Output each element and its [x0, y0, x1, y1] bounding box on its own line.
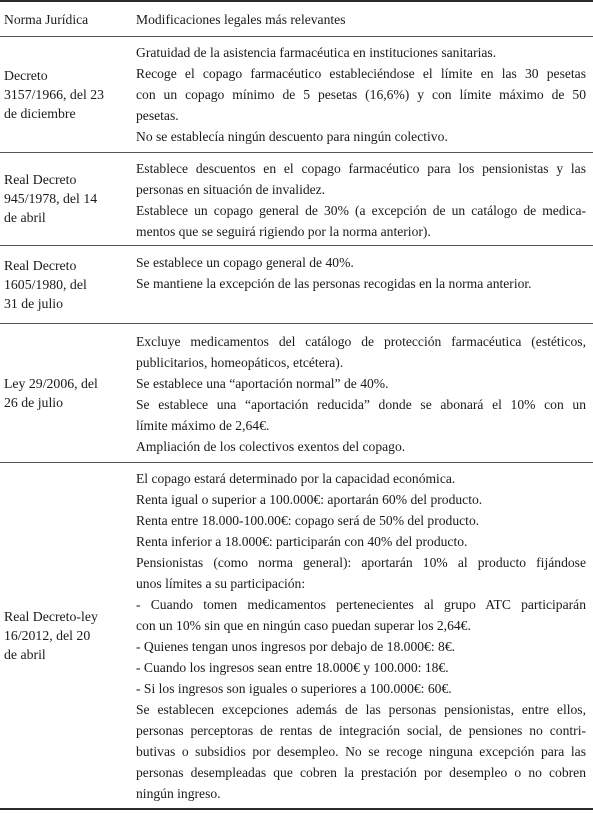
- modification-line: Renta inferior a 18.000€: participarán con 40% del producto.: [136, 534, 468, 549]
- law-name-line: 26 de julio: [4, 394, 64, 410]
- modification-line: - Cuando tomen medicamentos pertenecientes al grupo ATC participarán: [136, 597, 586, 612]
- law-name: [4, 462, 124, 808]
- modification-line: Excluye medicamentos del catálogo de protección farmacéutica (estéticos,: [136, 334, 586, 349]
- modification-line: Ampliación de los colectivos exentos del copago.: [136, 439, 406, 454]
- modification-line: ningún ingreso.: [136, 786, 221, 801]
- modification-line: Se establece una “aportación normal” de 40%.: [136, 376, 389, 391]
- modification-line: con un 10% sin que en ningún caso puedan superar los 2,64€.: [136, 618, 471, 633]
- modification-line: Se establece un copago general de 40%.: [136, 255, 354, 270]
- law-name-line: 16/2012, del 20: [4, 627, 91, 643]
- modification-line: unos límites a su participación:: [136, 576, 306, 591]
- modification-line: Se establece una “aportación reducida” donde se abonará el 10% con un: [136, 397, 586, 412]
- law-name-line: 945/1978, del 14: [4, 191, 98, 206]
- modification-line: Renta entre 18.000-100.00€: copago será de 50% del producto.: [136, 513, 480, 528]
- law-name-line: 31 de julio: [4, 295, 64, 311]
- law-name-line: 1605/1980, del: [4, 276, 87, 292]
- law-name-line: 3157/1966, del 23: [4, 86, 105, 102]
- header-modificaciones: Modificaciones legales más relevantes: [136, 12, 346, 27]
- top-rule: [0, 0, 593, 2]
- modification-line: No se establecía ningún descuento para ningún colectivo.: [136, 129, 448, 144]
- modification-line: butivas o subsidios por desempleo. No se recoge ninguna excepción para las: [136, 744, 586, 759]
- law-name-line: Real Decreto: [4, 257, 77, 273]
- modification-line: personas desempleadas que cobren la prestación por desempleo o no cobren: [136, 765, 586, 780]
- modifications-text: [136, 42, 586, 147]
- law-name: [4, 36, 124, 152]
- modification-line: Se mantiene la excepción de las personas recogidas en la norma anterior.: [136, 276, 532, 291]
- law-name-line: Real Decreto-ley: [4, 608, 98, 624]
- modification-line: personas perceptoras de rentas de integración social, de pensiones no contri-: [136, 723, 586, 738]
- modification-line: Establece un copago general de 30% (a excepción de un catálogo de medica-: [136, 203, 586, 218]
- modification-line: con un copago mínimo de 5 pesetas (16,6%) y con límite máximo de 50: [136, 87, 586, 102]
- law-name-line: de diciembre: [4, 105, 76, 121]
- modification-line: - Cuando los ingresos sean entre 18.000€ y 100.000: 18€.: [136, 660, 449, 675]
- law-name-line: Decreto: [4, 67, 48, 83]
- law-name: [4, 152, 124, 245]
- modification-line: - Quienes tengan unos ingresos por debajo de 18.000€: 8€.: [136, 639, 456, 654]
- modifications-text: [136, 331, 586, 457]
- modifications-text: [136, 468, 586, 804]
- modification-line: publicitarios, homeopáticos, etcétera).: [136, 355, 344, 370]
- modification-line: Renta igual o superior a 100.000€: aportarán 60% del producto.: [136, 492, 483, 507]
- modification-line: Se establecen excepciones además de las personas pensionistas, entre ellos,: [136, 702, 586, 717]
- law-name-line: Ley 29/2006, del: [4, 375, 98, 391]
- modification-line: Pensionistas (como norma general): aportarán 10% al producto fijándose: [136, 555, 586, 570]
- modification-line: personas en situación de invalidez.: [136, 182, 326, 197]
- law-name-line: de abril: [4, 646, 46, 662]
- modifications-text: [136, 252, 586, 294]
- modification-line: El copago estará determinado por la capacidad económica.: [136, 471, 456, 486]
- law-name-line: Real Decreto: [4, 172, 77, 187]
- modification-line: límite máximo de 2,64€.: [136, 418, 270, 433]
- modification-line: mentos que se seguirá rigiendo por la norma anterior).: [136, 224, 431, 239]
- modifications-text: [136, 158, 586, 242]
- modification-line: Establece descuentos en el copago farmacéutico para los pensionistas y las: [136, 161, 586, 176]
- modification-line: Recoge el copago farmacéutico estableciéndose el límite en las 30 pesetas: [136, 66, 586, 81]
- law-name: [4, 245, 124, 323]
- modification-line: Gratuidad de la asistencia farmacéutica en instituciones sanitarias.: [136, 45, 497, 60]
- bottom-rule: [0, 808, 593, 810]
- modification-line: - Si los ingresos son iguales o superiores a 100.000€: 60€.: [136, 681, 452, 696]
- header-norma: Norma Jurídica: [4, 12, 89, 27]
- modification-line: pesetas.: [136, 108, 179, 123]
- law-name: [4, 323, 124, 462]
- law-name-line: de abril: [4, 210, 46, 225]
